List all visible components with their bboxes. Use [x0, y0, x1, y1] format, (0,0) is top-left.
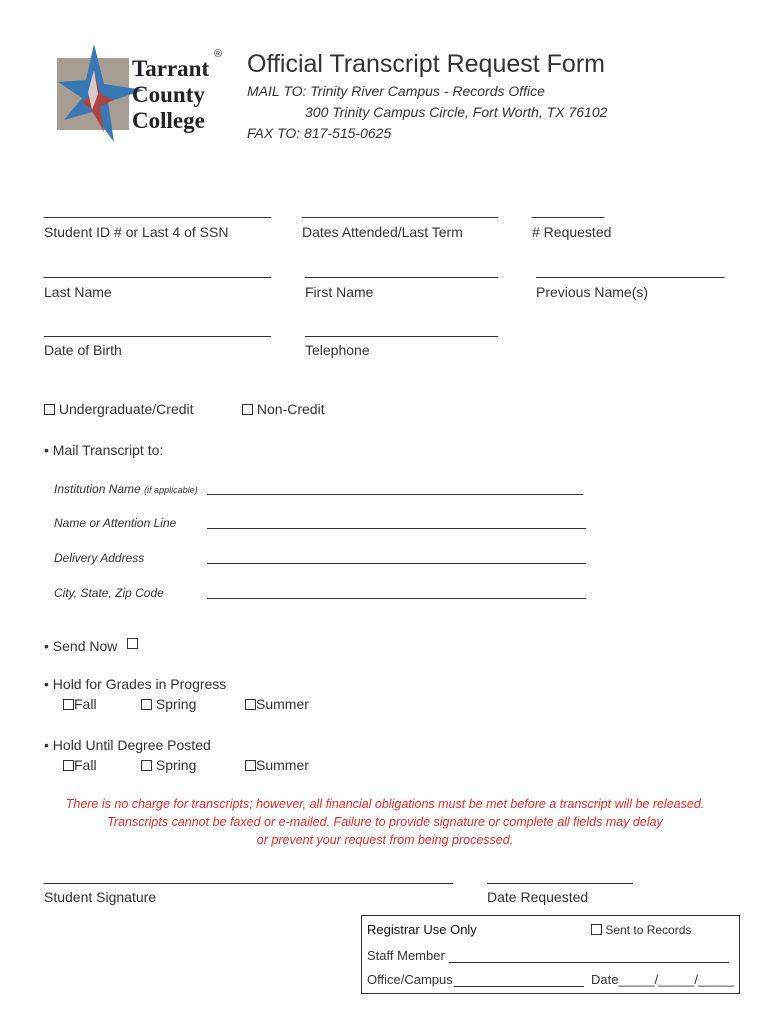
student-signature-label: Student Signature	[44, 889, 157, 905]
last-name-field[interactable]	[44, 277, 271, 278]
staff-member-label: Staff Member	[367, 948, 445, 963]
hold-degree-summer[interactable]	[245, 757, 309, 773]
send-now-option[interactable]	[44, 638, 138, 654]
fall-label: Fall	[74, 696, 97, 712]
hold-degree-label: • Hold Until Degree Posted	[44, 737, 211, 753]
sent-to-records-option[interactable]	[591, 923, 691, 937]
staff-member-field[interactable]	[449, 962, 729, 963]
last-name-label: Last Name	[44, 284, 112, 300]
notice-line-1: There is no charge for transcripts; however, all financial obligations must be met before a transcript will be released.	[65, 797, 705, 811]
hold-grades-label: • Hold for Grades in Progress	[44, 676, 227, 692]
summer-label: Summer	[256, 757, 309, 773]
dob-field[interactable]	[44, 336, 271, 337]
notice-line-2: Transcripts cannot be faxed or e-mailed. Failure to provide signature or complete all fields may delay	[107, 815, 663, 829]
num-requested-label: # Requested	[532, 224, 612, 240]
send-now-checkbox[interactable]	[127, 638, 138, 649]
noncredit-label: Non-Credit	[256, 401, 325, 417]
num-requested-field[interactable]	[532, 217, 604, 218]
student-signature-field[interactable]	[44, 883, 453, 884]
send-now-label: • Send Now	[44, 638, 118, 654]
sent-to-records-checkbox[interactable]	[591, 924, 602, 935]
logo-wordmark: Tarrant County College	[132, 56, 210, 133]
delivery-label: Delivery Address	[54, 551, 145, 565]
telephone-field[interactable]	[305, 336, 498, 337]
hold-degree-summer-checkbox[interactable]	[245, 760, 256, 771]
institution-field[interactable]	[207, 494, 583, 495]
first-name-field[interactable]	[305, 277, 498, 278]
office-campus-label: Office/Campus	[367, 972, 453, 987]
undergrad-checkbox[interactable]	[44, 404, 55, 415]
hold-grades-summer-checkbox[interactable]	[245, 699, 256, 710]
noncredit-option[interactable]	[242, 401, 325, 417]
undergrad-option[interactable]	[44, 401, 194, 417]
hold-degree-spring[interactable]	[141, 757, 196, 773]
student-id-field[interactable]	[44, 217, 271, 218]
telephone-label: Telephone	[305, 342, 370, 358]
registrar-date-field[interactable]: Date_____/_____/_____	[591, 972, 735, 987]
hold-degree-fall[interactable]	[63, 757, 97, 773]
sent-to-records-label: Sent to Records	[605, 923, 692, 937]
attention-label: Name or Attention Line	[54, 516, 177, 530]
hold-grades-spring[interactable]	[141, 696, 196, 712]
mail-transcript-heading: • Mail Transcript to:	[44, 442, 164, 458]
college-logo	[52, 40, 232, 170]
mail-address-line: 300 Trinity Campus Circle, Fort Worth, TX 76102	[305, 104, 608, 120]
undergrad-label: Undergraduate/Credit	[58, 401, 194, 417]
registrar-box	[361, 915, 740, 994]
dob-label: Date of Birth	[44, 342, 122, 358]
hold-degree-spring-checkbox[interactable]	[141, 760, 152, 771]
date-requested-field[interactable]	[487, 883, 633, 884]
previous-names-label: Previous Name(s)	[536, 284, 649, 300]
hold-grades-fall-checkbox[interactable]	[63, 699, 74, 710]
summer-label: Summer	[256, 696, 309, 712]
previous-names-field[interactable]	[536, 277, 724, 278]
registered-mark: ®	[214, 48, 223, 60]
registrar-title: Registrar Use Only	[367, 922, 477, 937]
spring-label: Spring	[155, 696, 197, 712]
spring-label: Spring	[155, 757, 197, 773]
student-id-label: Student ID # or Last 4 of SSN	[44, 224, 229, 240]
date-requested-label: Date Requested	[487, 889, 589, 905]
dates-attended-label: Dates Attended/Last Term	[302, 224, 463, 240]
city-label: City, State, Zip Code	[54, 586, 164, 600]
first-name-label: First Name	[305, 284, 374, 300]
hold-grades-summer[interactable]	[245, 696, 309, 712]
notice-line-3: or prevent your request from being processed.	[256, 833, 514, 847]
delivery-field[interactable]	[207, 563, 586, 564]
hold-degree-fall-checkbox[interactable]	[63, 760, 74, 771]
noncredit-checkbox[interactable]	[242, 404, 253, 415]
attention-field[interactable]	[207, 528, 586, 529]
dates-attended-field[interactable]	[302, 217, 498, 218]
office-campus-field[interactable]	[454, 986, 584, 987]
hold-grades-fall[interactable]	[63, 696, 97, 712]
form-title: Official Transcript Request Form	[247, 50, 605, 78]
fall-label: Fall	[74, 757, 97, 773]
hold-grades-spring-checkbox[interactable]	[141, 699, 152, 710]
institution-label: Institution Name (if applicable)	[54, 482, 198, 496]
mail-to-line: MAIL TO: Trinity River Campus - Records Office	[247, 83, 545, 99]
fax-line: FAX TO: 817-515-0625	[247, 125, 392, 141]
institution-note: (if applicable)	[144, 485, 198, 495]
city-field[interactable]	[207, 598, 586, 599]
